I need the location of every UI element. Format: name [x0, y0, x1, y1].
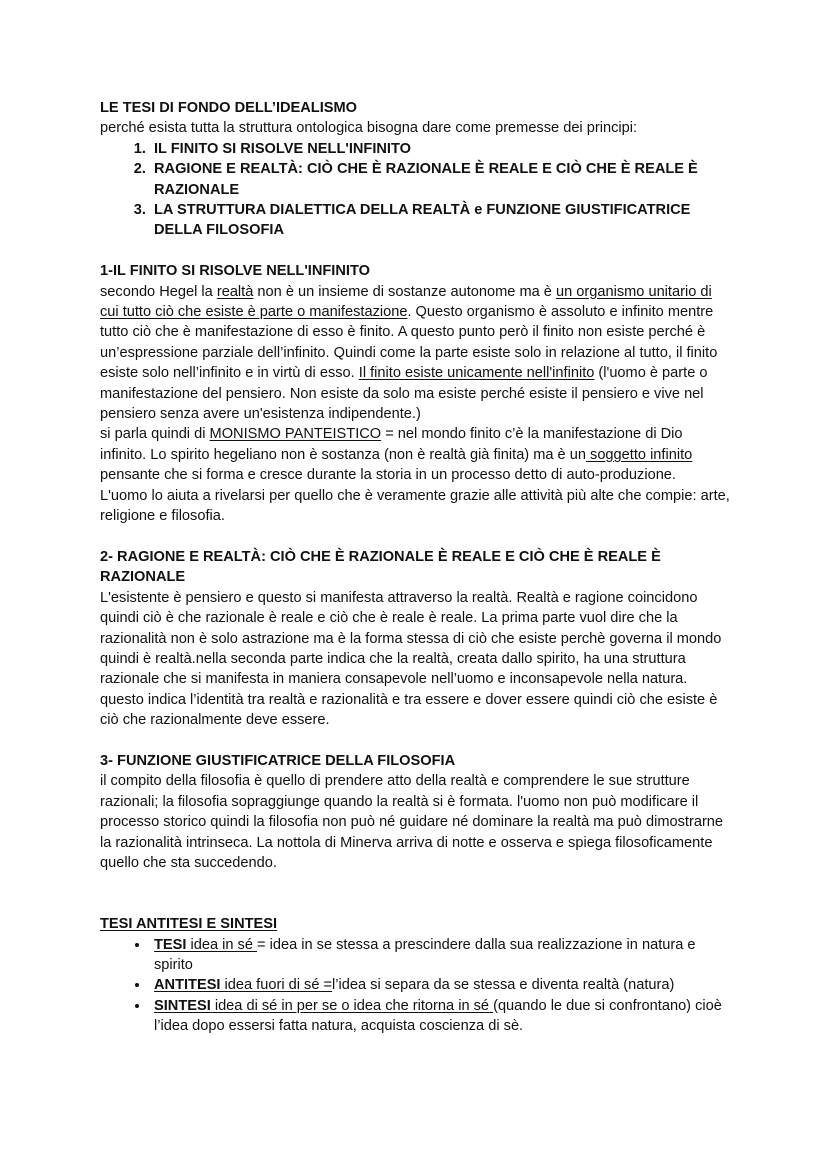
underlined-text: MONISMO PANTEISTICO [209, 426, 382, 443]
section-2-heading: 2- RAGIONE E REALTÀ: CIÒ CHE È RAZIONALE È REALE E CIÒ CHE È REALE È RAZIONALE [100, 548, 661, 586]
underlined-text: Il finito esiste unicamente nell'infinito [358, 365, 595, 382]
underlined-text: un organismo unitario di cui tutto ciò che esiste è parte o manifestazione [100, 283, 712, 321]
text-segment: si parla quindi di [100, 426, 210, 443]
text-segment: pensante che si forma e cresce durante la storia in un processo detto di auto-produzione. [100, 467, 676, 484]
text-segment: . Questo organismo è assoluto e infinito mentre tutto ciò che è manifestazione di esso è finito. A questo punto però il finito non esiste perché è un’espressione parziale dell’infinito. Quindi come la parte esiste solo in relazione al tutto, il finito esiste solo nell’infinito e in virtù di esso. [100, 304, 718, 382]
underlined-text: soggetto infinito [585, 446, 693, 463]
principle-item: 2. RAGIONE E REALTÀ: CIÒ CHE È RAZIONALE È REALE E CIÒ CHE È REALE È RAZIONALE [150, 159, 732, 200]
section-1-heading: 1-IL FINITO SI RISOLVE NELL'INFINITO [100, 263, 370, 280]
antitesi-bullet [150, 975, 732, 995]
text-segment: il compito della filosofia è quello di prendere atto della realtà e comprendere le sue strutture razionali; la filosofia sopraggiunge quando la realtà si è formata. l'uomo non può modificare il processo storico quindi la filosofia non può né guidare né dominare la realtà ma può dimostrarne la razionalità intrinseca. La nottola di Minerva arriva di notte e osserva e spiega filosoficamente quello che sta succedendo. [100, 773, 724, 871]
document-title: LE TESI DI FONDO DELL’IDEALISMO [100, 100, 358, 116]
section-1-body [100, 282, 732, 527]
underlined-text: TESI [154, 936, 187, 953]
text-segment: L'esistente è pensiero e questo si manifesta attraverso la realtà. Realtà e ragione coincidono quindi ciò è che razionale è reale e ciò che è reale è reale. La prima parte vuol dire che la razionalità non è solo astrazione ma è la forma stessa di ciò che esiste perchè governa il mondo quindi è realtà.nella seconda parte indica che la realtà, creata dallo spirito, ha una struttura razionale che si manifesta in maniera consapevole nell’uomo e inconsapevole nella natura. questo indica l’identità tra realtà e razionalità e tra essere e dover essere quindi ciò che esiste è ciò che razionalmente deve essere. [100, 589, 722, 729]
section-3-heading: 3- FUNZIONE GIUSTIFICATRICE DELLA FILOSOFIA [100, 752, 456, 769]
section-2-body [100, 588, 732, 731]
text-segment: (l'uomo è parte o manifestazione del pensiero. Non esiste da solo ma esiste perché esiste il pensiero e vive nel pensiero senza avere un'esistenza indipendente.) [100, 365, 708, 423]
text-segment: l’idea si separa da se stessa e diventa realtà (natura) [332, 977, 675, 994]
tesi-heading: TESI ANTITESI E SINTESI [100, 916, 278, 933]
text-segment: non è un insieme di sostanze autonome ma è [253, 283, 556, 300]
sintesi-bullet [150, 996, 732, 1037]
underlined-text: idea in sé [186, 936, 258, 953]
tesi-list [100, 935, 732, 1037]
document-page [100, 98, 732, 1037]
principles-list [100, 139, 732, 241]
principle-item: 3. LA STRUTTURA DIALETTICA DELLA REALTÀ e FUNZIONE GIUSTIFICATRICE DELLA FILOSOFIA [150, 200, 732, 241]
text-segment: = nel mondo finito c’è la manifestazione di Dio infinito. Lo spirito hegeliano non è sostanza (non è realtà già finita) ma è un [100, 426, 683, 463]
text-segment: (quando le due si confrontano) cioè l’idea dopo essersi fatta natura, acquista coscienza di sè. [154, 997, 722, 1035]
text-segment: L'uomo lo aiuta a rivelarsi per quello che è veramente grazie alle attività più alte che compie: arte, religione e filosofia. [100, 487, 730, 525]
underlined-text: ANTITESI [154, 977, 221, 994]
underlined-text: idea di sé in per se o idea che ritorna in sé [210, 997, 494, 1014]
text-segment: secondo Hegel la [100, 283, 217, 300]
text-segment: = idea in se stessa a prescindere dalla sua realizzazione in natura e spirito [154, 936, 696, 973]
principle-item: 1. IL FINITO SI RISOLVE NELL'INFINITO [150, 139, 732, 159]
underlined-text: SINTESI [154, 997, 211, 1014]
underlined-text: realtà [216, 283, 254, 300]
section-3-body [100, 771, 732, 873]
tesi-bullet [150, 935, 732, 976]
underlined-text: idea fuori di sé = [220, 977, 333, 994]
intro-text: perché esista tutta la struttura ontologica bisogna dare come premesse dei principi: [100, 120, 638, 137]
